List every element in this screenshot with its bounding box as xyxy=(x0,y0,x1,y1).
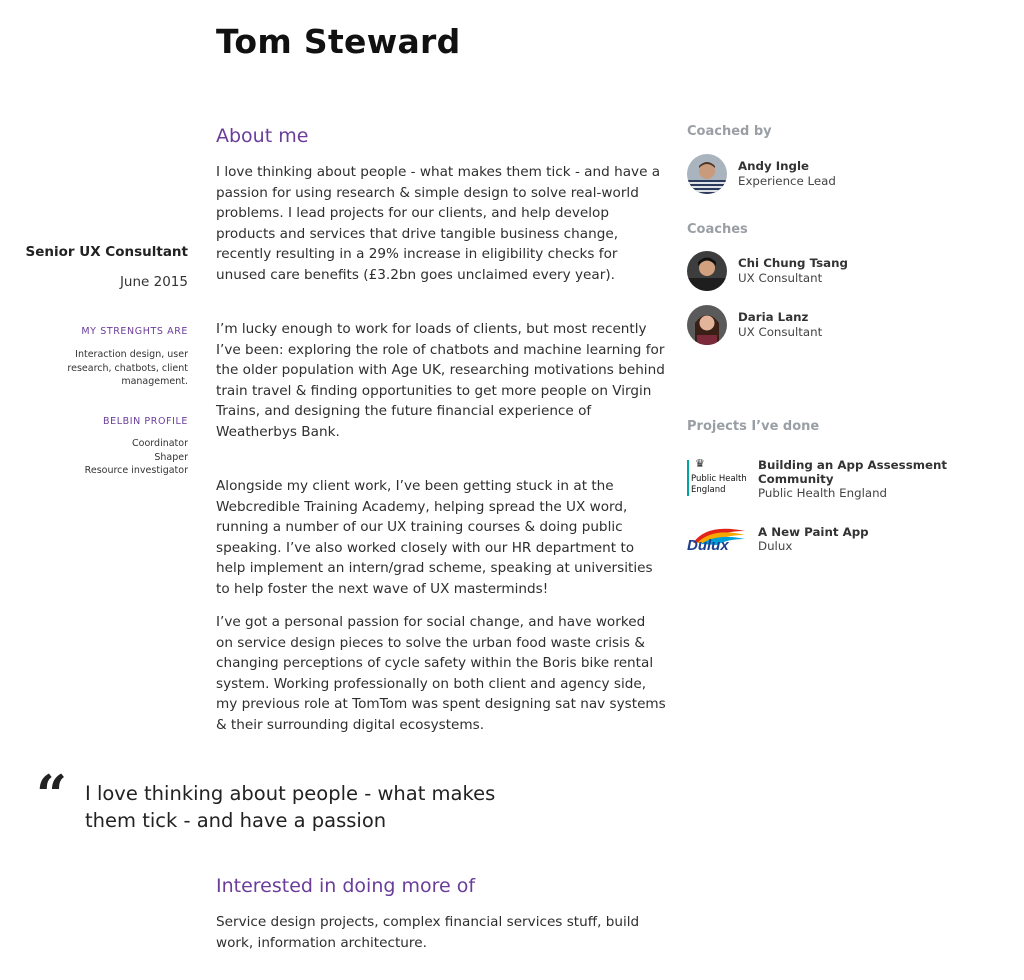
interested-text: Service design projects, complex financial services stuff, build work, information architecture. xyxy=(216,914,640,951)
coachee-chi-chung-tsang[interactable] xyxy=(687,251,987,293)
belbin-label: BELBIN PROFILE xyxy=(102,416,188,427)
person-title: Experience Lead xyxy=(738,174,836,188)
project-client: Public Health England xyxy=(758,486,888,500)
person-name: Daria Lanz xyxy=(738,310,809,324)
project-phe-app[interactable] xyxy=(687,458,1017,502)
about-paragraph-2: I’m lucky enough to work for loads of clients, but most recently I’ve been: exploring the role of chatbots and machine learning for the older population with Age UK, researching motivations behind train travel & finding opportunities to get more people on Virgin Trains, and designing the future financial experience of Weatherbys Bank. xyxy=(216,321,665,440)
projects-heading: Projects I’ve done xyxy=(687,419,820,434)
project-text xyxy=(758,458,1017,500)
coached-by-heading: Coached by xyxy=(687,124,772,139)
project-title: A New Paint App xyxy=(758,525,869,539)
about-paragraph-3: Alongside my client work, I’ve been getting stuck in at the Webcredible Training Academy, helping spread the UX word, running a number of our UX training courses & doing public speaking. I’ve also worked closely with our HR department to help implement an intern/grad scheme, speaking at universities to help foster the next wave of UX masterminds! xyxy=(216,478,653,597)
crest-icon: ♛ xyxy=(695,457,705,470)
about-paragraph-1: I love thinking about people - what makes them tick - and have a passion for using research & simple design to solve real-world problems. I lead projects for our clients, and help develop products and services that drive tangible business change, recently resulting in a 29% increase in eligibility checks for unused care benefits (£3.2bn goes unclaimed every year). xyxy=(216,164,661,283)
person-title: UX Consultant xyxy=(738,325,823,339)
coaches-heading: Coaches xyxy=(687,222,748,237)
page-title: Tom Steward xyxy=(216,22,461,61)
interested-heading: Interested in doing more of xyxy=(216,875,476,897)
dulux-logo: Dulux xyxy=(687,525,749,565)
about-heading: About me xyxy=(216,125,309,147)
person-name: Andy Ingle xyxy=(738,159,810,173)
belbin-item: Coordinator xyxy=(132,438,188,449)
project-title: Building an App Assessment Community xyxy=(758,458,948,486)
about-paragraph-4: I’ve got a personal passion for social change, and have worked on service design pieces to solve the urban food waste crisis & changing perceptions of cycle safety within the Boris bike rental system. Working professionally on both client and agency side, my previous role at TomTom was spent designing sat nav systems & their surrounding digital ecosystems. xyxy=(216,614,666,733)
avatar xyxy=(687,251,727,291)
coach-andy-ingle[interactable] xyxy=(687,154,987,196)
start-date: June 2015 xyxy=(119,274,188,290)
avatar xyxy=(687,154,727,194)
avatar xyxy=(687,305,727,345)
strengths-text: Interaction design, user research, chatbots, client management. xyxy=(67,349,188,387)
job-role: Senior UX Consultant xyxy=(25,244,188,260)
project-dulux-app[interactable] xyxy=(687,525,1017,565)
belbin-list xyxy=(20,437,188,478)
project-text xyxy=(758,525,869,553)
belbin-item: Shaper xyxy=(154,451,188,463)
quote-mark-icon: “ xyxy=(36,763,68,827)
strengths-label: MY STRENGHTS ARE xyxy=(81,326,188,337)
person-name: Chi Chung Tsang xyxy=(738,256,848,270)
project-client: Dulux xyxy=(758,539,793,553)
belbin-item: Resource investigator xyxy=(84,465,188,476)
person-title: UX Consultant xyxy=(738,271,823,285)
pull-quote: I love thinking about people - what makes them tick - and have a passion xyxy=(85,782,496,832)
coachee-daria-lanz[interactable] xyxy=(687,305,987,347)
public-health-england-logo: ♛ Public Health England xyxy=(687,458,749,498)
